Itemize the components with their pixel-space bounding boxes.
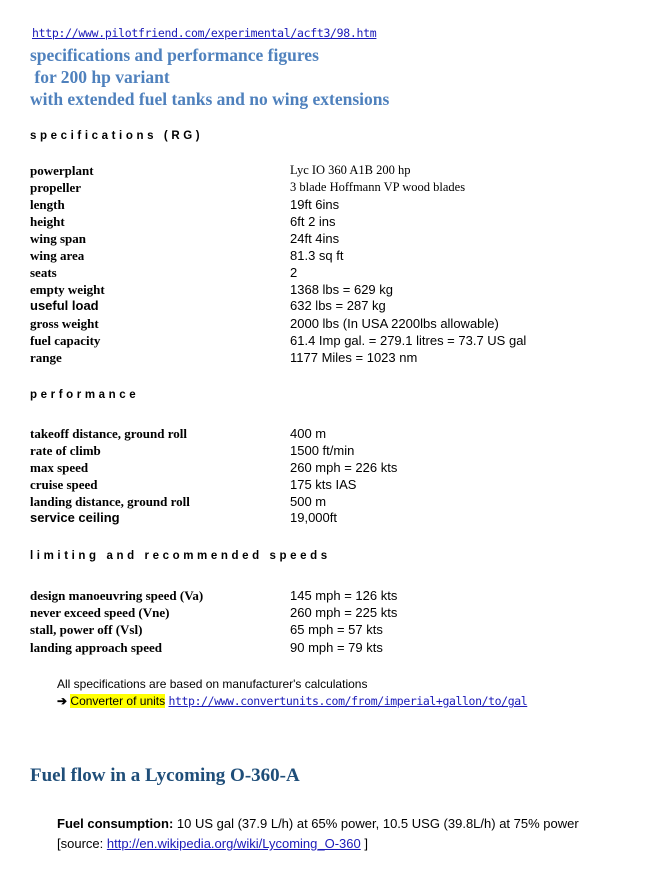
spec-row — [30, 231, 630, 248]
spec-value: 19ft 6ins — [290, 197, 340, 212]
spec-value: 2 — [290, 265, 298, 280]
spec-label: propeller — [30, 180, 82, 195]
speed-value: 260 mph = 225 kts — [290, 605, 398, 620]
spec-label: fuel capacity — [30, 333, 101, 348]
title-line-1: specifications and performance figures — [30, 45, 319, 65]
performance-value: 400 m — [290, 426, 327, 441]
spec-value: 61.4 Imp gal. = 279.1 litres = 73.7 US gal — [290, 333, 527, 348]
fuel-title-model: O-360-A — [230, 765, 300, 786]
fuel-consumption-label: Fuel consumption: — [57, 816, 174, 831]
spec-value: 24ft 4ins — [290, 231, 340, 246]
spec-row — [30, 282, 630, 299]
source-line — [57, 836, 368, 851]
performance-value: 19,000ft — [290, 510, 337, 525]
performance-label: max speed — [30, 460, 89, 475]
spec-row — [30, 214, 630, 231]
performance-label: rate of climb — [30, 443, 101, 458]
speed-label: stall, power off (Vsl) — [30, 622, 143, 637]
spec-label: height — [30, 214, 65, 229]
performance-value: 500 m — [290, 494, 327, 509]
speed-row — [30, 622, 630, 639]
performance-label: service ceiling — [30, 510, 120, 525]
spec-value: 1177 Miles = 1023 nm — [290, 350, 418, 365]
source-suffix: ] — [360, 836, 368, 851]
spec-value: Lyc IO 360 A1B 200 hp — [290, 163, 411, 177]
speed-row — [30, 605, 630, 622]
page-title — [30, 44, 389, 110]
converter-link[interactable]: http://www.convertunits.com/from/imperial+gallon/to/gal — [168, 694, 528, 708]
performance-value: 175 kts IAS — [290, 477, 357, 492]
performance-row — [30, 477, 630, 494]
spec-label: wing area — [30, 248, 85, 263]
spec-label: length — [30, 197, 65, 212]
spec-label: seats — [30, 265, 57, 280]
spec-row — [30, 197, 630, 214]
arrow-right-icon: ➔ — [57, 694, 68, 708]
speed-value: 145 mph = 126 kts — [290, 588, 398, 603]
spec-value: 81.3 sq ft — [290, 248, 344, 263]
spec-row — [30, 298, 630, 315]
spec-value: 632 lbs = 287 kg — [290, 298, 386, 313]
speed-value: 90 mph = 79 kts — [290, 640, 383, 655]
spec-label: empty weight — [30, 282, 105, 297]
performance-row — [30, 494, 630, 511]
speed-value: 65 mph = 57 kts — [290, 622, 383, 637]
performance-value: 1500 ft/min — [290, 443, 355, 458]
spec-value: 6ft 2 ins — [290, 214, 336, 229]
spec-row — [30, 265, 630, 282]
title-line-2: for 200 hp variant — [30, 67, 170, 87]
performance-label: takeoff distance, ground roll — [30, 426, 187, 441]
wikipedia-link[interactable]: http://en.wikipedia.org/wiki/Lycoming_O-360 — [106, 836, 361, 851]
performance-value: 260 mph = 226 kts — [290, 460, 398, 475]
spec-label: range — [30, 350, 62, 365]
spec-label: gross weight — [30, 316, 99, 331]
converter-label: Converter of units — [70, 694, 166, 708]
speed-label: landing approach speed — [30, 640, 162, 655]
performance-heading: performance — [30, 389, 140, 401]
performance-row — [30, 443, 630, 460]
speed-label: never exceed speed (Vne) — [30, 605, 170, 620]
speed-row — [30, 588, 630, 605]
spec-label: useful load — [30, 298, 99, 313]
spec-value: 1368 lbs = 629 kg — [290, 282, 393, 297]
fuel-flow-heading — [30, 765, 300, 787]
spec-row — [30, 163, 630, 180]
spec-value: 2000 lbs (In USA 2200lbs allowable) — [290, 316, 499, 331]
fuel-consumption-text: 10 US gal (37.9 L/h) at 65% power, 10.5 USG (39.8L/h) at 75% power — [173, 816, 579, 831]
spec-label: powerplant — [30, 163, 94, 178]
calculation-note: All specifications are based on manufacturer's calculations — [57, 677, 368, 691]
spec-label: wing span — [30, 231, 86, 246]
performance-row — [30, 460, 630, 477]
performance-row — [30, 426, 630, 443]
title-line-3: with extended fuel tanks and no wing extensions — [30, 89, 390, 109]
performance-label: cruise speed — [30, 477, 98, 492]
converter-line — [57, 694, 527, 708]
spec-row — [30, 350, 630, 367]
spec-row — [30, 333, 630, 350]
specifications-heading: specifications (RG) — [30, 130, 204, 142]
spec-row — [30, 180, 630, 197]
source-prefix: [source: — [57, 836, 107, 851]
speed-label: design manoeuvring speed (Va) — [30, 588, 204, 603]
spec-row — [30, 248, 630, 265]
source-link[interactable]: http://www.pilotfriend.com/experimental/acft3/98.htm — [32, 26, 377, 40]
performance-row — [30, 510, 630, 527]
performance-label: landing distance, ground roll — [30, 494, 190, 509]
spec-value: 3 blade Hoffmann VP wood blades — [290, 180, 466, 194]
spec-row — [30, 316, 630, 333]
fuel-title-prefix: Fuel flow in a Lycoming — [30, 765, 231, 786]
speeds-heading: limiting and recommended speeds — [30, 550, 331, 562]
fuel-consumption-line — [57, 816, 579, 831]
speed-row — [30, 640, 630, 657]
